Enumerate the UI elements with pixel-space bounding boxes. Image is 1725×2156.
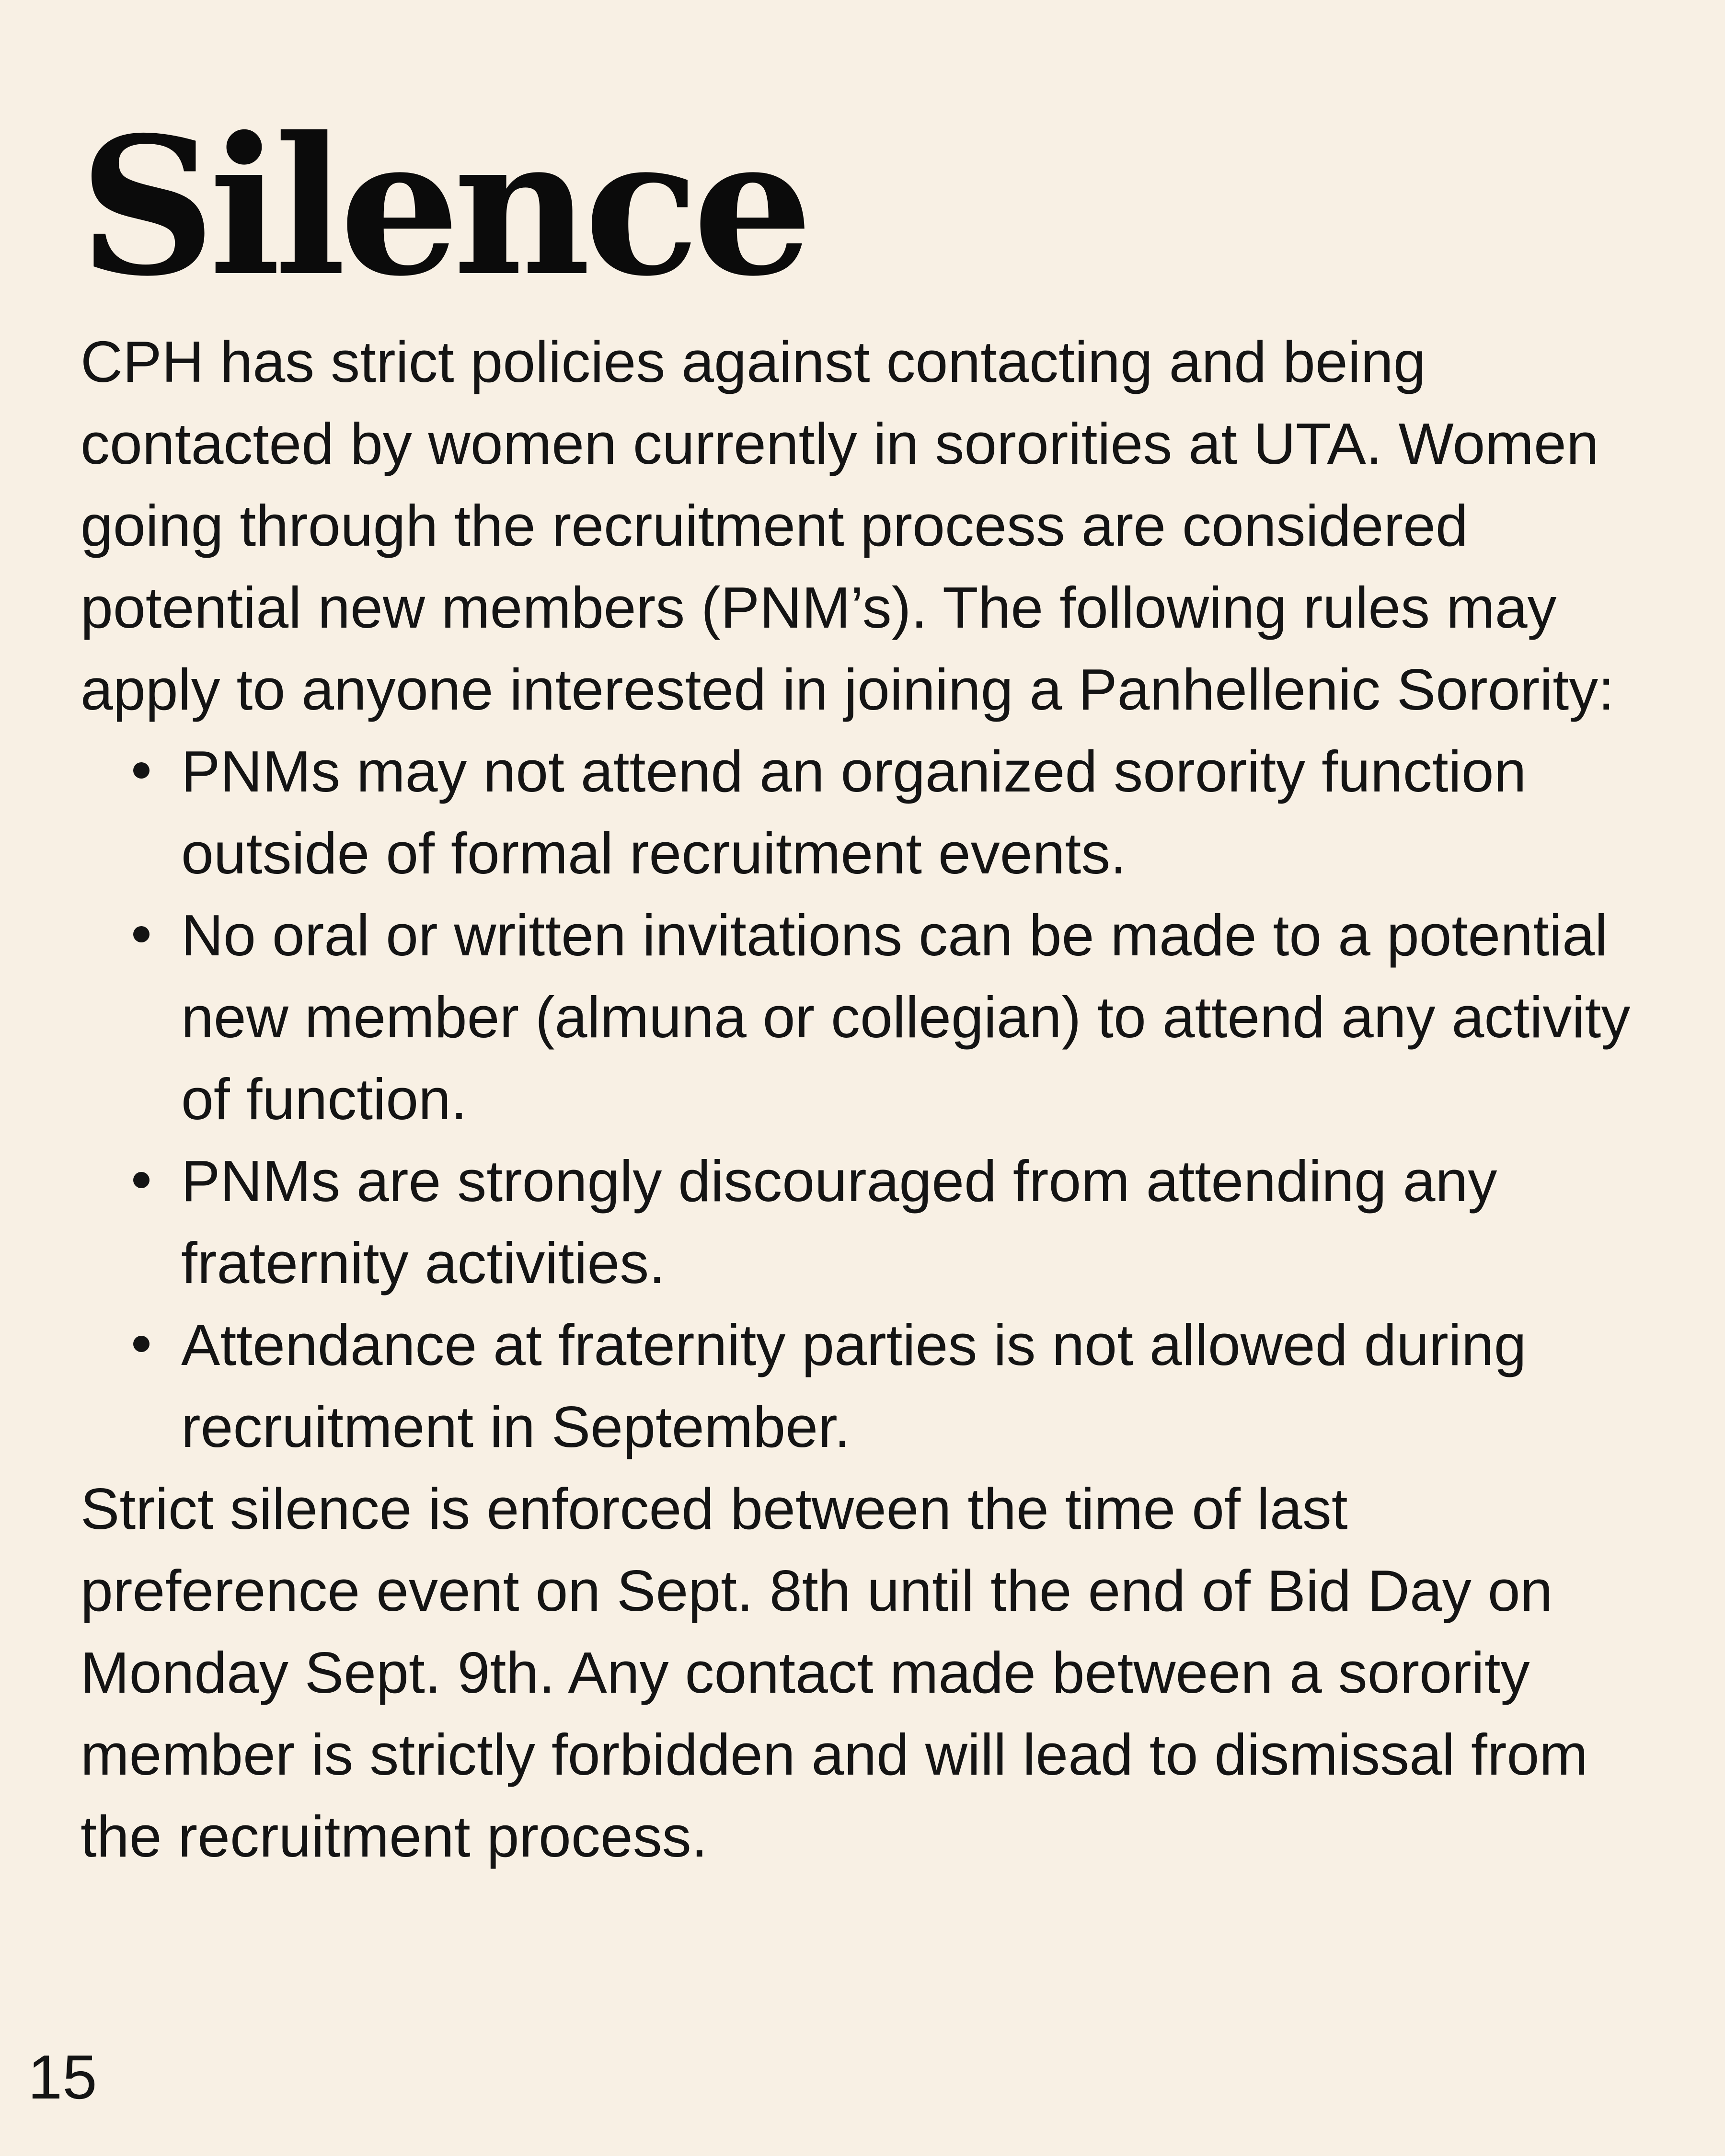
rule-item — [181, 731, 1643, 895]
page-title: Silence — [79, 96, 806, 318]
rule-item — [181, 1140, 1643, 1304]
bullet-icon — [133, 762, 150, 779]
body-content — [80, 321, 1643, 1878]
page-number: 15 — [28, 2042, 97, 2112]
rule-item — [181, 895, 1643, 1140]
bullet-icon — [133, 1172, 150, 1188]
bullet-icon — [133, 926, 150, 942]
rule-item — [181, 1304, 1643, 1468]
intro-paragraph: CPH has strict policies against contacting and being contacted by women currently in sororities at UTA. Women going through the recruitment process are considered potential new members (PNM’s). The following rules may apply to anyone interested in joining a Panhellenic Sorority: — [80, 329, 1615, 722]
bullet-icon — [133, 1336, 150, 1352]
rule-text: Attendance at fraternity parties is not allowed during recruitment in September. — [181, 1312, 1527, 1459]
rule-text: No oral or written invitations can be made to a potential new member (almuna or collegian) to attend any activity of function. — [181, 903, 1631, 1132]
rules-list — [80, 731, 1643, 1468]
rule-text: PNMs are strongly discouraged from attending any fraternity activities. — [181, 1148, 1497, 1296]
closing-paragraph: Strict silence is enforced between the time of last preference event on Sept. 8th until the end of Bid Day on Monday Sept. 9th. Any contact made between a sorority member is strictly forbidden and will lead to dismissal from the recruitment process. — [80, 1476, 1588, 1869]
rule-text: PNMs may not attend an organized sorority function outside of formal recruitment events. — [181, 739, 1527, 886]
